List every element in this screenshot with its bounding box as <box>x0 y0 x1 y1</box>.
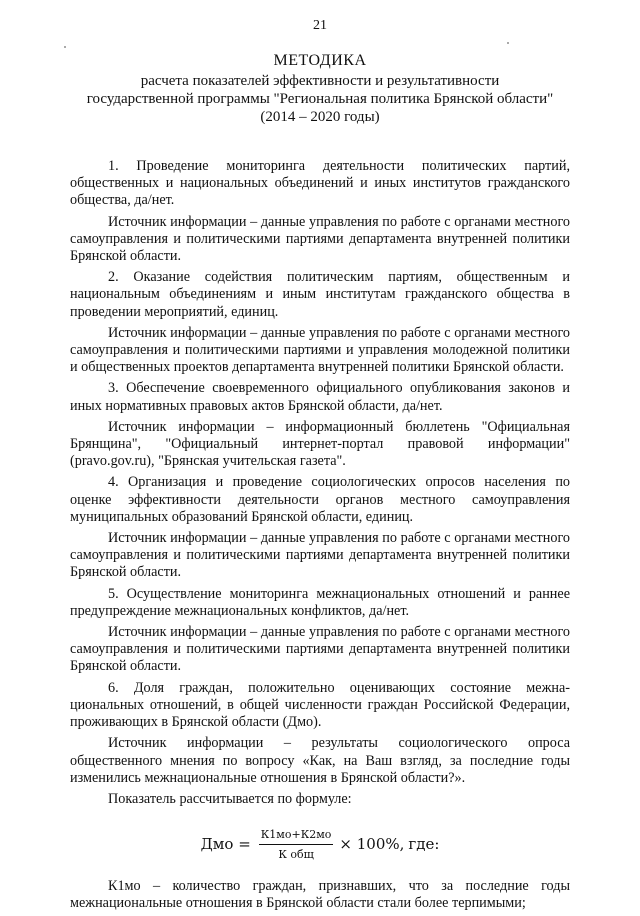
paragraph-source-6: Источник информации – результаты социологического опроса общественного мнения по вопросу «Как, на Ваш взгляд, за последние годы изменились межнациональные отношения в Брянской области?». <box>70 735 570 786</box>
document-header <box>0 52 640 126</box>
paragraph-item-6: 6. Доля граждан, положительно оценивающих состояние межна-циональных отношений, в общей численности граждан Российской Федерации, проживающих в Брянской области (Дмо). <box>70 679 570 731</box>
paragraph-source-5: Источник информации – данные управления по работе с органами местного самоуправления и политическими партиями департамента внутренней политики Брянской области. <box>70 624 570 675</box>
subtitle-line-3: (2014 – 2020 годы) <box>260 109 380 125</box>
formula-numerator: К1мо+К2мо <box>259 826 334 845</box>
paragraph-formula-intro: Показатель рассчитывается по формуле: <box>108 790 352 807</box>
formula-rhs: × 100%, <box>339 835 405 854</box>
paragraph-source-1: Источник информации – данные управления по работе с органами местного самоуправления и политическими партиями департамента внутренней политики Брянской области. <box>70 213 570 265</box>
paragraph-definition: К1мо – количество граждан, признавших, что за последние годы межнациональные отношения в Брянской области стали более терпимыми; <box>70 877 570 911</box>
paragraph-item-2: 2. Оказание содействия политическим партиям, общественным и национальным объединениям и иным институтам гражданского общества в проведении мероприятий, единиц. <box>70 269 570 320</box>
document-body <box>70 158 570 916</box>
formula-fraction <box>259 826 334 863</box>
paragraph-source-4: Источник информации – данные управления по работе с органами местного самоуправления и политическими партиями департамента внутренней политики Брянской области. <box>70 530 570 581</box>
paragraph-item-4: 4. Организация и проведение социологических опросов населения по оценке эффективности деятельности органов местного самоуправления муниципальных образований Брянской области, единиц. <box>70 474 570 525</box>
formula-tail: где: <box>408 835 440 854</box>
formula-lhs: Дмо = <box>200 835 251 854</box>
paragraph-item-5: 5. Осуществление мониторинга межнациональных отношений и раннее предупреждение межнациональных конфликтов, да/нет. <box>70 585 570 619</box>
document-title: МЕТОДИКА <box>273 52 367 69</box>
paragraph-item-3: 3. Обеспечение своевременного официального опубликования законов и иных нормативных правовых актов Брянской области, да/нет. <box>70 380 570 414</box>
formula <box>70 826 570 863</box>
page-number: 21 <box>313 18 327 33</box>
scan-speck <box>64 46 66 48</box>
scan-speck <box>507 42 509 44</box>
formula-denominator: К общ <box>278 848 314 862</box>
paragraph-item-1: 1. Проведение мониторинга деятельности политических партий, общественных и национальных объединений и иных институтов гражданского общества, да/нет. <box>70 158 570 209</box>
paragraph-source-3: Источник информации – информационный бюллетень "Официальная Брянщина", "Официальный интернет-портал правовой информации" (pravo.gov.ru), "Брянская учительская газета". <box>70 418 570 470</box>
paragraph-source-2: Источник информации – данные управления по работе с органами местного самоуправления и политическими партиями и управления молодежной политики и общественных проектов департамента внутренней политики Брянской области. <box>70 324 570 376</box>
subtitle-line-1: расчета показателей эффективности и результативности <box>140 73 500 89</box>
subtitle-line-2: государственной программы "Региональная политика Брянской области" <box>86 91 554 107</box>
